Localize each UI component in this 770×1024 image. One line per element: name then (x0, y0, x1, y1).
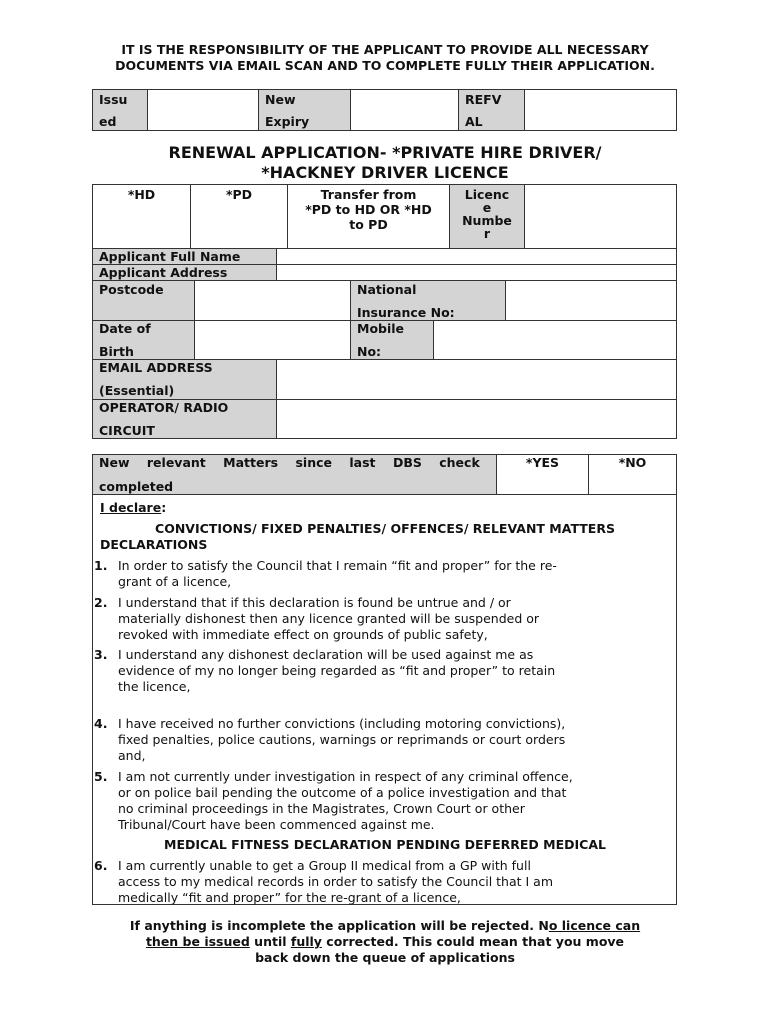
issued-field[interactable] (147, 89, 259, 131)
operator-label: OPERATOR/ RADIO (99, 400, 229, 415)
item-line: I am currently unable to get a Group II medical from a GP with full (118, 858, 531, 873)
postcode-label: Postcode (99, 282, 164, 297)
hd-label: *HD (127, 187, 156, 202)
licence-line-2: e (482, 200, 492, 215)
dbs-label-2: completed (99, 479, 174, 494)
warning-part-underlined: fully (290, 934, 322, 949)
licence-line-1: Licenc (464, 187, 510, 202)
operator-label-2: CIRCUIT (99, 423, 155, 438)
convictions-heading-2: DECLARATIONS (100, 537, 208, 552)
transfer-line-3: to PD (349, 217, 388, 232)
item-line: and, (118, 748, 146, 763)
mobile-label-2: No: (357, 344, 382, 359)
dbs-label: New relevant Matters since last DBS check (99, 455, 480, 470)
form-title-line-1: RENEWAL APPLICATION- *PRIVATE HIRE DRIVER/ (168, 143, 602, 162)
item-line: I am not currently under investigation in respect of any criminal offence, (118, 769, 573, 784)
warning-part: corrected. This could mean that you move (321, 934, 625, 949)
pd-option[interactable] (190, 184, 288, 249)
dbs-no-option[interactable] (588, 454, 677, 495)
warning-part-underlined: then be issued (145, 934, 250, 949)
item-number: 6. (94, 858, 108, 873)
mobile-label: Mobile (357, 321, 405, 336)
item-line: Tribunal/Court have been commenced against me. (118, 817, 435, 832)
email-field[interactable] (276, 359, 677, 400)
item-line: the licence, (118, 679, 191, 694)
email-label-cell (92, 359, 277, 400)
mobile-field[interactable] (433, 320, 677, 360)
item-number: 2. (94, 595, 108, 610)
dob-field[interactable] (194, 320, 351, 360)
ni-label-cell (350, 280, 506, 321)
item-line: In order to satisfy the Council that I remain “fit and proper” for the re- (118, 558, 557, 573)
refval-field[interactable] (524, 89, 677, 131)
full-name-label-cell (92, 248, 277, 265)
new-expiry-label-2: Expiry (265, 114, 310, 129)
item-number: 3. (94, 647, 108, 662)
item-line: I understand any dishonest declaration will be used against me as (118, 647, 534, 662)
refval-label-cell (458, 89, 525, 131)
ni-field[interactable] (505, 280, 677, 321)
email-label: EMAIL ADDRESS (99, 360, 213, 375)
declare-heading-text: I declare (100, 500, 162, 515)
issued-label-2: ed (99, 114, 117, 129)
item-line: or on police bail pending the outcome of a police investigation and that (118, 785, 567, 800)
dob-label-2: Birth (99, 344, 134, 359)
address-label-cell (92, 264, 277, 281)
medical-heading: MEDICAL FITNESS DECLARATION PENDING DEFERRED MEDICAL (164, 837, 606, 852)
licence-line-3: Numbe (462, 213, 512, 228)
dob-label: Date of (99, 321, 151, 336)
refval-label-2: AL (465, 114, 483, 129)
warning-part: until (249, 934, 291, 949)
ni-label-2: Insurance No: (357, 305, 455, 320)
hd-option[interactable] (92, 184, 191, 249)
full-name-label: Applicant Full Name (99, 249, 241, 264)
declaration-item-4 (94, 716, 666, 764)
dbs-no-label: *NO (618, 455, 647, 470)
licence-number-label-cell (449, 184, 525, 249)
form-title (90, 143, 680, 183)
item-line: materially dishonest then any licence granted will be suspended or (118, 611, 540, 626)
warning-part: If anything is incomplete the application will be rejected. N (129, 918, 549, 933)
address-label: Applicant Address (99, 265, 228, 280)
transfer-line-1: Transfer from (320, 187, 417, 202)
address-field[interactable] (276, 264, 677, 281)
refval-label: REFV (465, 92, 502, 107)
dbs-label-cell (92, 454, 497, 495)
declaration-item-2 (94, 595, 666, 643)
item-number: 5. (94, 769, 108, 784)
item-number: 4. (94, 716, 108, 731)
item-line: access to my medical records in order to satisfy the Council that I am (118, 874, 553, 889)
transfer-line-2: *PD to HD OR *HD (305, 202, 432, 217)
full-name-field[interactable] (276, 248, 677, 265)
transfer-option[interactable] (287, 184, 450, 249)
declaration-item-3 (94, 647, 666, 695)
incomplete-warning (90, 918, 680, 966)
licence-number-label (450, 187, 524, 239)
issued-label-cell (92, 89, 148, 131)
declaration-item-1 (94, 558, 666, 590)
dbs-yes-label: *YES (525, 455, 560, 470)
declaration-item-6 (94, 858, 666, 906)
email-label-2: (Essential) (99, 383, 175, 398)
item-line: revoked with immediate effect on grounds of public safety, (118, 627, 488, 642)
convictions-heading (100, 521, 670, 553)
dob-label-cell (92, 320, 195, 360)
item-number: 1. (94, 558, 108, 573)
form-title-line-2: *HACKNEY DRIVER LICENCE (261, 163, 509, 182)
transfer-label (288, 187, 449, 232)
dbs-yes-option[interactable] (496, 454, 589, 495)
declaration-item-5 (94, 769, 666, 833)
item-line: evidence of my no longer being regarded as “fit and proper” to retain (118, 663, 556, 678)
declare-colon: : (161, 500, 167, 515)
item-line: medically “fit and proper” for the re-grant of a licence, (118, 890, 461, 905)
item-line: no criminal proceedings in the Magistrates, Crown Court or other (118, 801, 525, 816)
ni-label: National (357, 282, 417, 297)
item-line: grant of a licence, (118, 574, 232, 589)
item-line: fixed penalties, police cautions, warnings or reprimands or court orders (118, 732, 566, 747)
mobile-label-cell (350, 320, 434, 360)
licence-line-4: r (483, 226, 491, 241)
issued-label: Issu (99, 92, 128, 107)
operator-label-cell (92, 399, 277, 439)
pd-label: *PD (225, 187, 253, 202)
postcode-field[interactable] (194, 280, 351, 321)
new-expiry-label-cell (258, 89, 351, 131)
new-expiry-field[interactable] (350, 89, 459, 131)
item-line: I understand that if this declaration is found be untrue and / or (118, 595, 511, 610)
convictions-heading-1: CONVICTIONS/ FIXED PENALTIES/ OFFENCES/ RELEVANT MATTERS (155, 521, 615, 536)
licence-number-field[interactable] (524, 184, 677, 249)
item-line: I have received no further convictions (including motoring convictions), (118, 716, 566, 731)
postcode-label-cell (92, 280, 195, 321)
operator-field[interactable] (276, 399, 677, 439)
new-expiry-label: New (265, 92, 296, 107)
responsibility-notice: IT IS THE RESPONSIBILITY OF THE APPLICANT TO PROVIDE ALL NECESSARY DOCUMENTS VIA EMAIL SCAN AND TO COMPLETE FULLY THEIR APPLICATION. (115, 42, 655, 73)
declare-heading (100, 500, 166, 515)
warning-part-underlined: o licence can (548, 918, 641, 933)
warning-part: back down the queue of applications (255, 950, 515, 965)
